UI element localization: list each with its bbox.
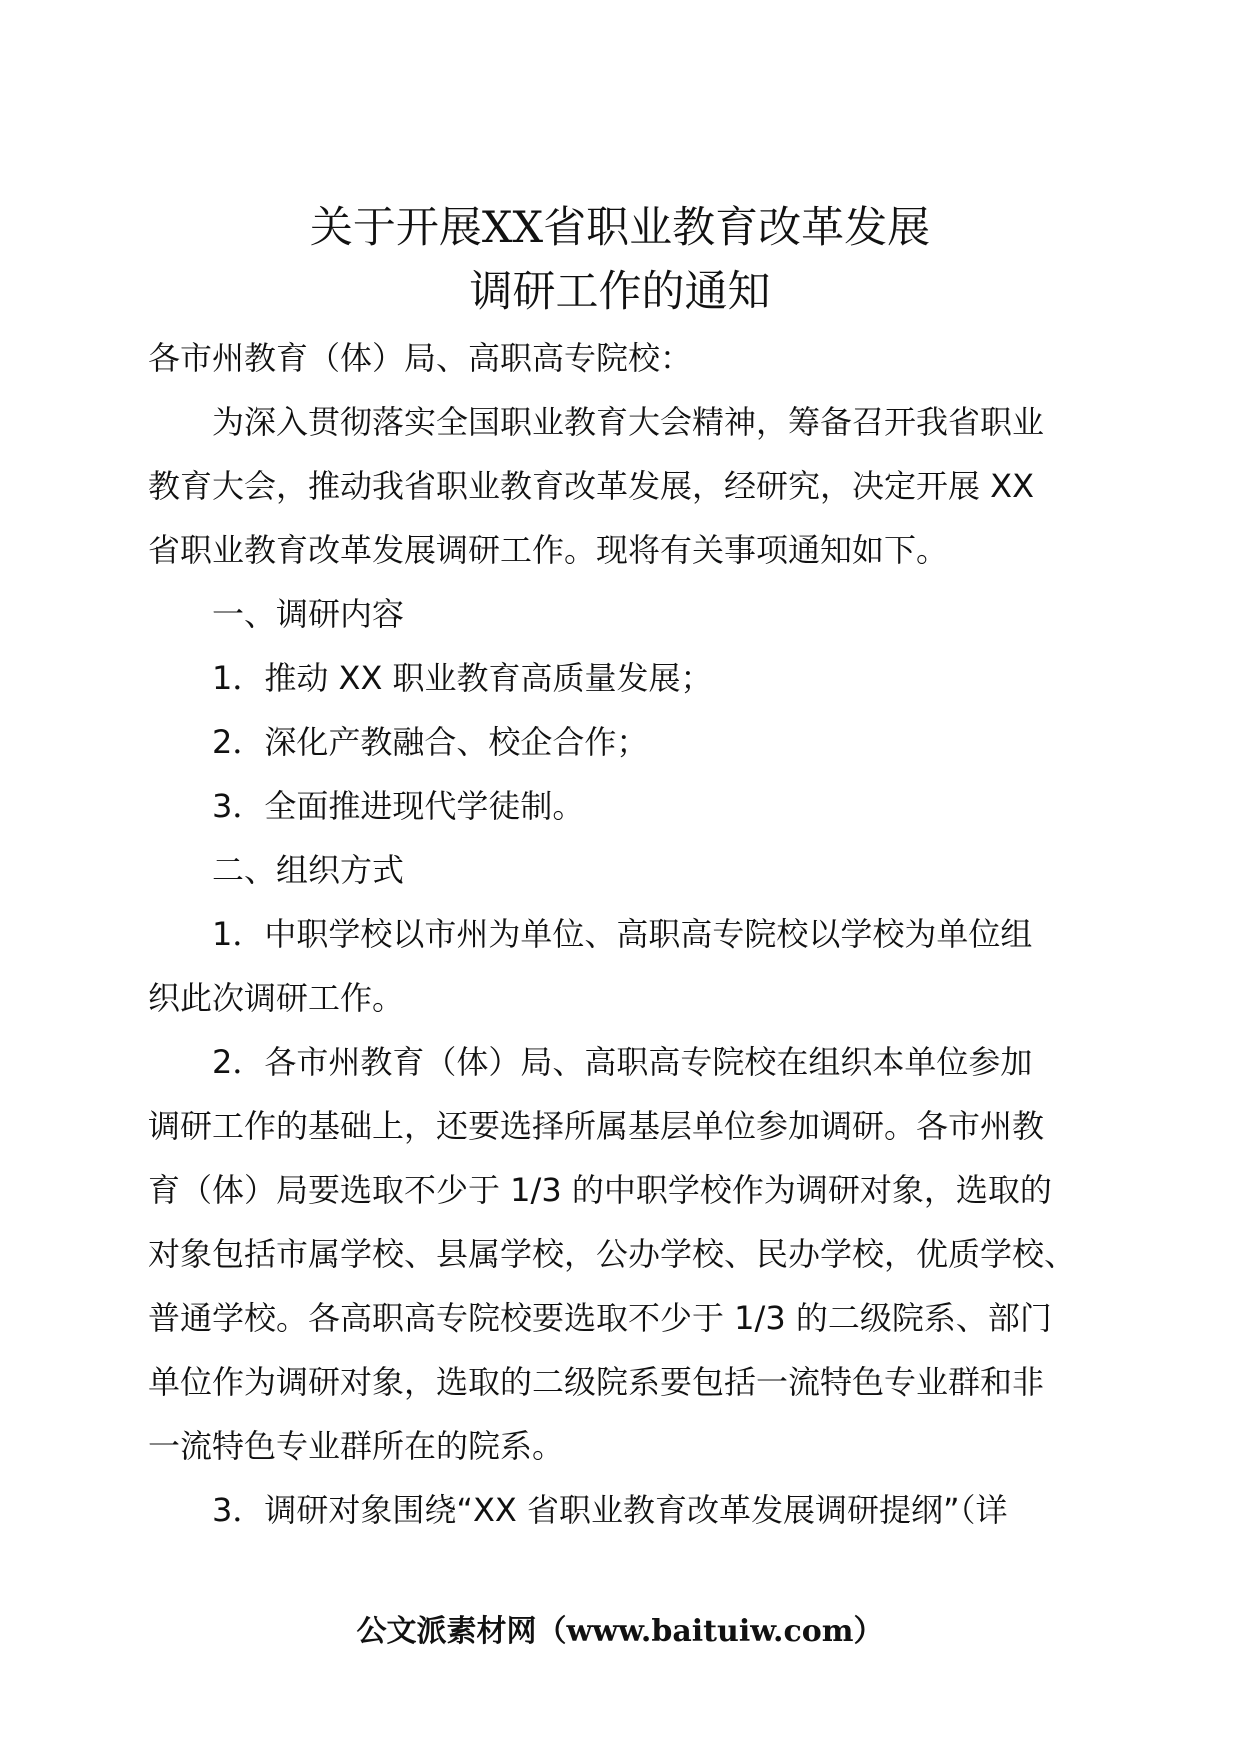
section-heading: 一、调研内容 bbox=[212, 595, 405, 633]
section-heading: 二、组织方式 bbox=[212, 851, 405, 889]
paragraph-line: 3．调研对象围绕“XX 省职业教育改革发展调研提纲”（详 bbox=[212, 1491, 1008, 1529]
paragraph-line: 为深入贯彻落实全国职业教育大会精神，筹备召开我省职业 bbox=[212, 403, 1045, 441]
paragraph-line: 普通学校。各高职高专院校要选取不少于 1/3 的二级院系、部门 bbox=[148, 1299, 1052, 1337]
paragraph-line: 省职业教育改革发展调研工作。现将有关事项通知如下。 bbox=[148, 531, 949, 569]
list-item: 2．深化产教融合、校企合作； bbox=[212, 723, 649, 761]
list-item: 1．推动 XX 职业教育高质量发展； bbox=[212, 659, 713, 697]
paragraph-line: 1．中职学校以市州为单位、高职高专院校以学校为单位组 bbox=[212, 915, 1033, 953]
paragraph-line: 2．各市州教育（体）局、高职高专院校在组织本单位参加 bbox=[212, 1043, 1033, 1081]
document-title-line-1: 关于开展XX省职业教育改革发展 bbox=[309, 203, 931, 253]
paragraph-line: 织此次调研工作。 bbox=[148, 979, 405, 1017]
paragraph-line: 调研工作的基础上，还要选择所属基层单位参加调研。各市州教 bbox=[148, 1107, 1045, 1145]
list-item: 3．全面推进现代学徒制。 bbox=[212, 787, 585, 825]
paragraph-line: 对象包括市属学校、县属学校，公办学校、民办学校，优质学校、 bbox=[148, 1235, 1077, 1273]
paragraph-line: 教育大会，推动我省职业教育改革发展，经研究，决定开展 XX bbox=[148, 467, 1035, 505]
salutation: 各市州教育（体）局、高职高专院校： bbox=[148, 339, 693, 377]
paragraph-line: 单位作为调研对象，选取的二级院系要包括一流特色专业群和非 bbox=[148, 1363, 1045, 1401]
paragraph-line: 一流特色专业群所在的院系。 bbox=[148, 1427, 565, 1465]
document-title-line-2: 调研工作的通知 bbox=[469, 267, 771, 317]
footer-watermark-text: 公文派素材网（www.baituiw.com） bbox=[356, 1614, 884, 1649]
paragraph-line: 育（体）局要选取不少于 1/3 的中职学校作为调研对象，选取的 bbox=[148, 1171, 1052, 1209]
